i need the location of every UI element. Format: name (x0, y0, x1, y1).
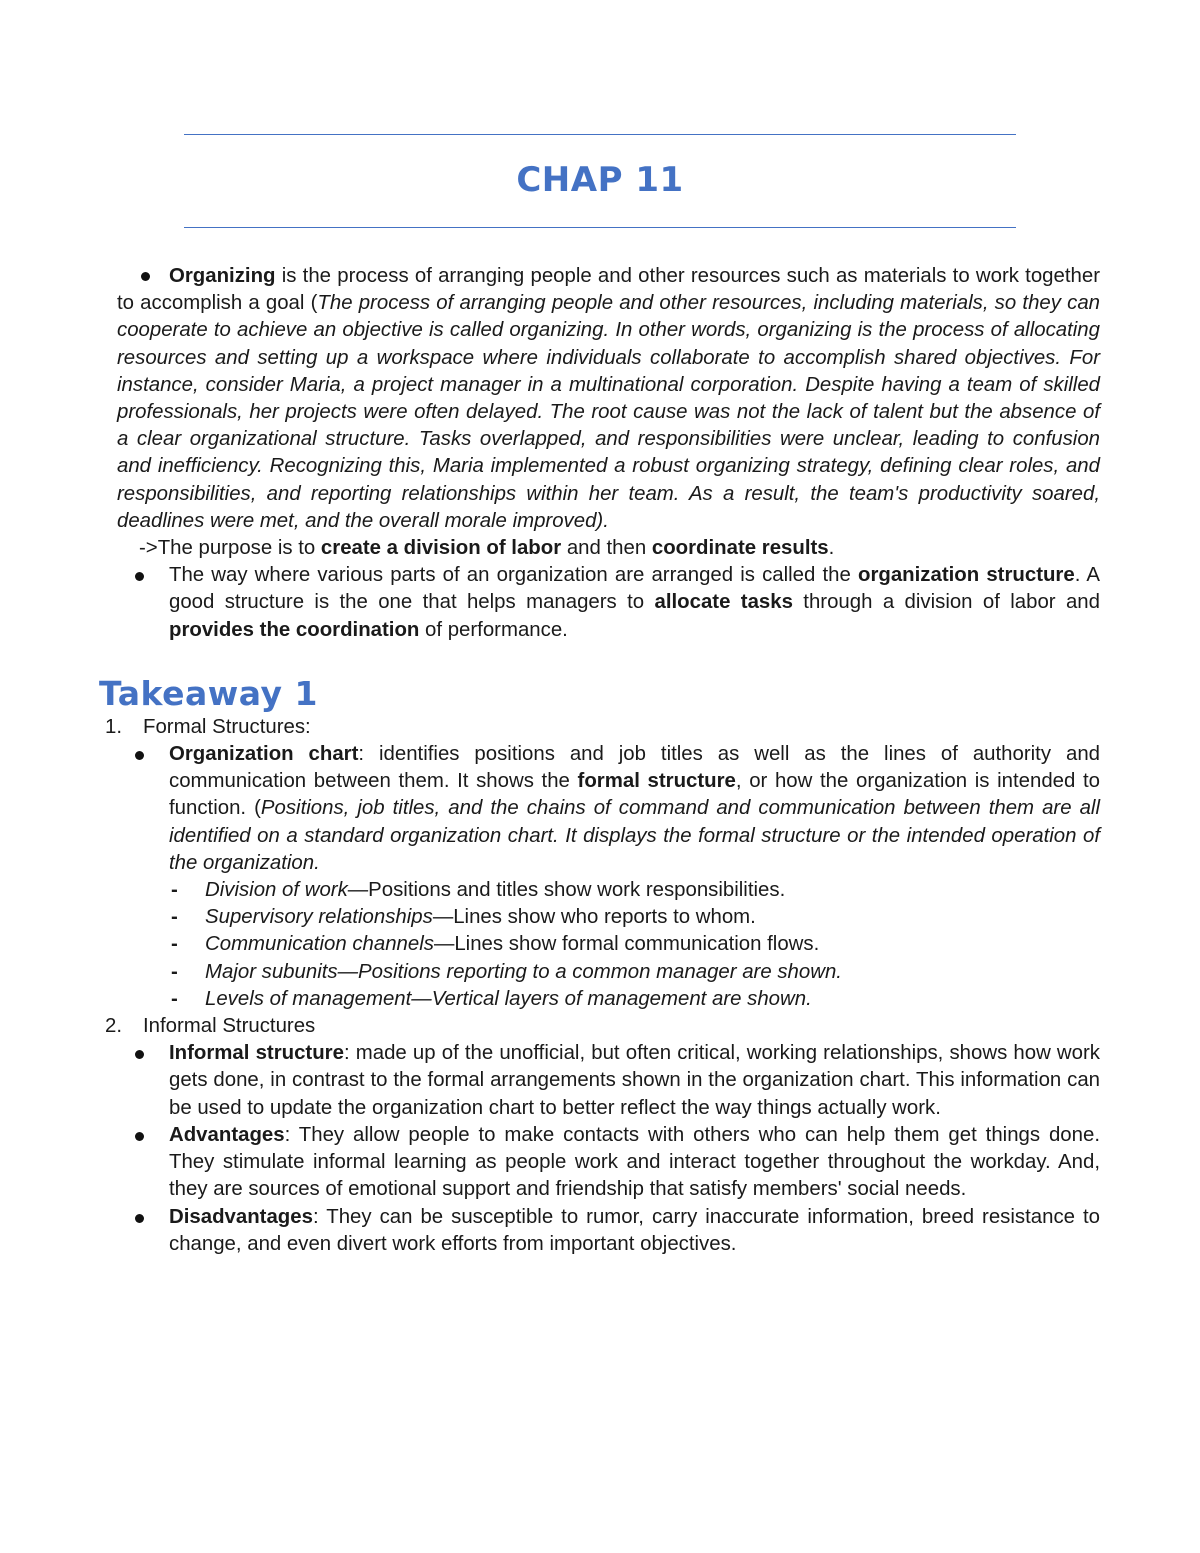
bullet-icon (135, 572, 144, 581)
bullet-text: : They allow people to make contacts with others who can help them get things done. They stimulate informal learning as people work and interact together throughout the workday. And, they are sources of emotional support and friendship that satisfy members' social needs. (169, 1123, 1100, 1201)
bullet-icon (135, 1214, 144, 1223)
disadvantages-bullet (117, 1204, 1100, 1258)
list-item (117, 931, 1100, 958)
list-number: 1. (105, 715, 123, 738)
bullet-icon (141, 272, 150, 281)
informal-structures-heading (105, 1013, 1100, 1040)
bullet-text: : made up of the unofficial, but often critical, working relationships, shows how work gets done, in contrast to the formal arrangements shown in the organization chart. This information can be used to update the organization chart to better reflect the way things actually work. (169, 1042, 1100, 1119)
dash-sep: — (433, 933, 455, 956)
org-chart-text-c: , or how the organization is intended to function. ( (169, 770, 1100, 820)
informal-structure-bullet (117, 1040, 1100, 1122)
structure-bold-b: organization structure (857, 564, 1075, 587)
bullet-icon (135, 1132, 144, 1141)
title-top-rule (184, 134, 1016, 135)
dash-desc: Positions reporting to a common manager are shown. (358, 960, 842, 983)
dash-label: Major subunits (205, 960, 338, 983)
intro-text: is the process of arranging people and other resources such as materials to work together to accomplish a goal ( (117, 265, 1100, 315)
org-chart-bullet (117, 741, 1100, 877)
structure-text-a: The way where various parts of an organization are arranged is called the (169, 564, 858, 587)
dash-desc: Positions and titles show work responsibilities. (368, 879, 786, 902)
dash-icon: - (171, 906, 178, 929)
term-org-chart: Organization chart (169, 743, 359, 766)
term-informal-structure: Informal structure (169, 1042, 344, 1065)
purpose-bold-2: coordinate results (651, 537, 829, 560)
informal-heading-text: Informal Structures (143, 1015, 316, 1038)
structure-text-g: of performance. (419, 618, 568, 641)
dash-desc: Vertical layers of management are shown. (431, 987, 812, 1010)
dash-sep: — (432, 906, 454, 929)
purpose-line (117, 535, 1100, 562)
arrow-icon: -> (139, 537, 158, 560)
dash-icon: - (171, 960, 178, 983)
dash-label: Communication channels (205, 933, 434, 956)
org-chart-bold-b: formal structure (577, 770, 736, 793)
bullet-icon (135, 1050, 144, 1059)
takeaway-heading: Takeaway 1 (99, 673, 318, 713)
dash-icon: - (171, 987, 178, 1010)
dash-desc: Lines show who reports to whom. (453, 906, 756, 929)
dash-label: Division of work (205, 879, 348, 902)
dash-sep: — (411, 987, 432, 1010)
list-item (117, 877, 1100, 904)
term-organizing: Organizing (169, 265, 276, 287)
bullet-icon (135, 751, 144, 760)
list-item (117, 959, 1100, 986)
formal-structures-heading (105, 714, 1100, 741)
dash-desc: Lines show formal communication flows. (454, 933, 820, 956)
purpose-text-2: and then (561, 537, 652, 560)
org-chart-text-a: : identifies positions and job titles as well as the lines of authority and communication between them. It shows the (169, 743, 1100, 793)
dash-sep: — (337, 960, 358, 983)
purpose-period: . (828, 537, 835, 560)
structure-bullet (117, 562, 1100, 644)
page-title: CHAP 11 (516, 160, 684, 200)
term-advantages: Advantages (169, 1123, 285, 1146)
advantages-bullet (117, 1122, 1100, 1204)
list-item (117, 986, 1100, 1013)
dash-label: Levels of management (205, 987, 412, 1010)
structure-text-c: . A good structure is the one that helps managers to (169, 564, 1100, 614)
org-chart-italic-d: Positions, job titles, and the chains of command and communication between them are all identified on a standard organization chart. It displays the formal structure or the intended operation of the organization. (169, 797, 1100, 874)
bullet-text: : They can be susceptible to rumor, carry inaccurate information, breed resistance to change, and even divert work efforts from important objectives. (169, 1205, 1100, 1255)
dash-icon: - (171, 879, 178, 902)
list-item (117, 904, 1100, 931)
term-disadvantages: Disadvantages (169, 1205, 313, 1228)
intro-paragraph (117, 263, 1100, 535)
purpose-bold-1: create a division of labor (320, 537, 562, 560)
document-body (99, 263, 1100, 1258)
purpose-text: The purpose is to (157, 537, 321, 560)
formal-heading-text: Formal Structures: (143, 715, 311, 738)
list-number: 2. (105, 1015, 123, 1038)
dash-label: Supervisory relationships (205, 906, 433, 929)
structure-bold-d: allocate tasks (654, 591, 793, 614)
title-bottom-rule (184, 227, 1016, 228)
dash-sep: — (347, 879, 369, 902)
structure-text-e: through a division of labor and (792, 591, 1100, 614)
structure-bold-f: provides the coordination (169, 618, 420, 641)
intro-italic-text: The process of arranging people and other resources, including materials, so they can cooperate to achieve an objective is called organizing. In other words, organizing is the process of allocating resources and setting up a workspace where individuals collaborate to accomplish shared objectives. For instance, consider Maria, a project manager in a multinational corporation. Despite having a team of skilled professionals, her projects were often delayed. The root cause was not the lack of talent but the absence of a clear organizational structure. Tasks overlapped, and responsibilities were unclear, leading to confusion and inefficiency. Recognizing this, Maria implemented a robust organizing strategy, defining clear roles, and responsibilities, and reporting relationships within her team. As a result, the team's productivity soared, deadlines were met, and the overall morale improved). (117, 292, 1100, 532)
dash-icon: - (171, 933, 178, 956)
